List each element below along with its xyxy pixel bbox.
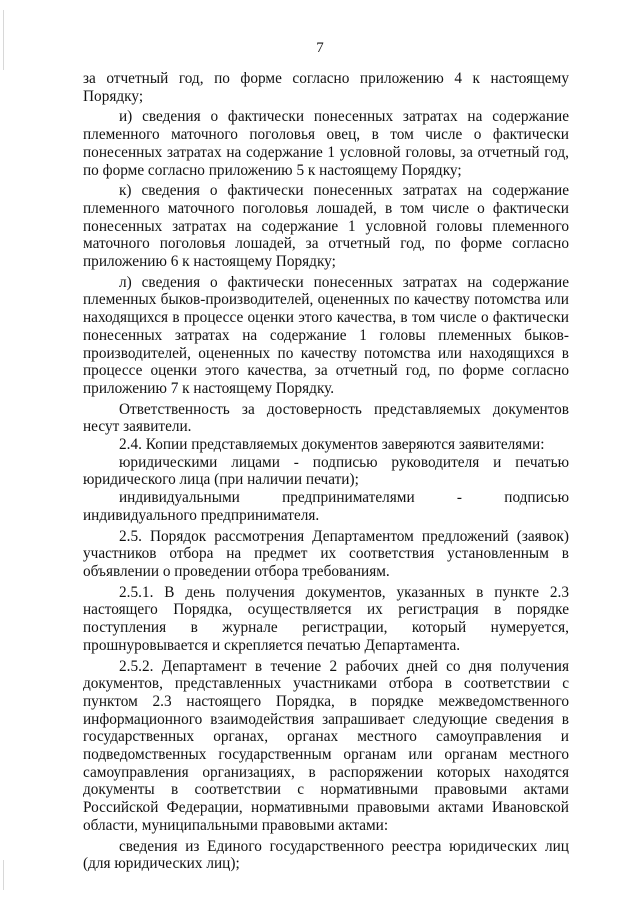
paragraph-2-5-2: 2.5.2. Департамент в течение 2 рабочих дней со дня получения документов, представленных участниками отбора в соответствии с пунктом 2.3 настоящего Порядка, в порядке межведомственного информационного взаимодействия запрашивает следующие сведения в государственных органах, органах местного самоуправления и подведомственных государственным органам или органам местного самоуправления организациях, в распоряжении которых находятся документы в соответствии с нормативными правовыми актами Российской Федерации, нормативными правовыми актами Ивановской области, муниципальными правовыми актами: — [83, 657, 569, 834]
paragraph-2-4: 2.4. Копии представляемых документов заверяются заявителями: — [119, 436, 545, 454]
paragraph-egrul-info: сведения из Единого государственного реестра юридических лиц (для юридических лиц); — [83, 837, 569, 873]
paragraph-individual-entrepreneurs: индивидуальными предпринимателями - подписью индивидуального предпринимателя. — [83, 489, 569, 524]
scan-edge-mark — [3, 860, 4, 890]
paragraph-continuation: за отчетный год, по форме согласно приложению 4 к настоящему Порядку; — [83, 70, 569, 105]
page-number: 7 — [316, 40, 324, 56]
paragraph-2-5-1: 2.5.1. В день получения документов, указанных в пункте 2.3 настоящего Порядка, осуществляется их регистрация в порядке поступления в журнале регистрации, который нумеруется, прошнуровывается и скрепляется печатью Департамента. — [83, 583, 569, 654]
paragraph-item-l: л) сведения о фактически понесенных затратах на содержание племенных быков-производителей, оцененных по качеству потомства или находящихся в процессе оценки этого качества, в том числе о фактически понесенных затратах на содержание 1 головы племенных быков-производителей, оцененных по качеству потомства или находящихся в процессе оценки этого качества, за отчетный год, по форме согласно приложению 7 к настоящему Порядку. — [83, 273, 569, 397]
paragraph-2-5: 2.5. Порядок рассмотрения Департаментом предложений (заявок) участников отбора на предмет их соответствия установленным в объявлении о проведении отбора требованиям. — [83, 527, 569, 580]
paragraph-item-k: к) сведения о фактически понесенных затратах на содержание племенного маточного поголовья лошадей, в том числе о фактически понесенных затратах на содержание 1 условной головы племенного маточного поголовья лошадей, за отчетный год, по форме согласно приложению 6 к настоящему Порядку; — [83, 182, 569, 271]
paragraph-legal-entities: юридическими лицами - подписью руководителя и печатью юридического лица (при наличии печати); — [83, 453, 569, 489]
paragraph-responsibility: Ответственность за достоверность представляемых документов несут заявители. — [83, 400, 569, 436]
document-body — [83, 70, 569, 873]
paragraph-item-i: и) сведения о фактически понесенных затратах на содержание племенного маточного поголовья овец, в том числе о фактически понесенных затратах на содержание 1 условной головы, за отчетный год, по форме согласно приложению 5 к настоящему Порядку; — [83, 108, 569, 179]
